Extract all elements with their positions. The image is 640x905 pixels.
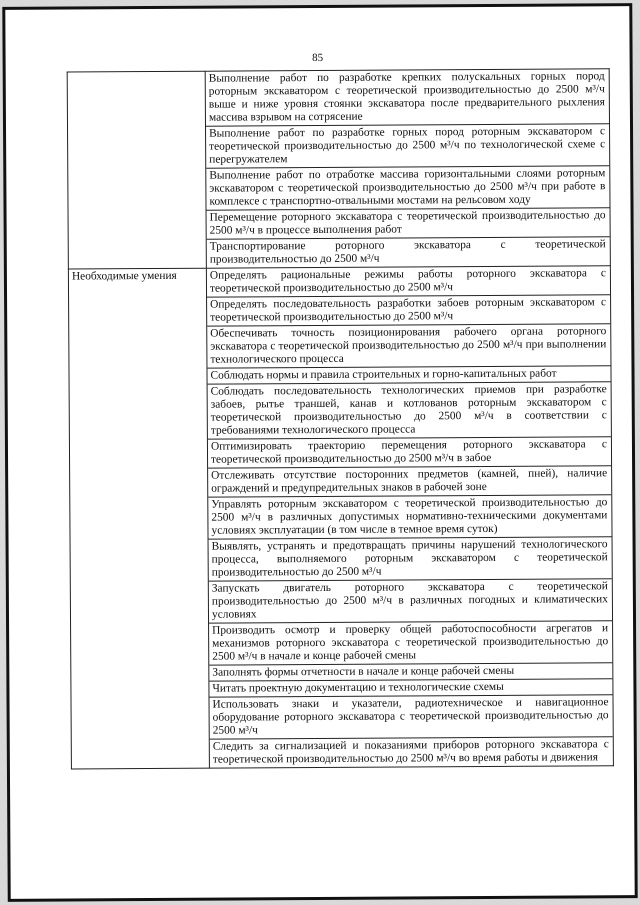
row-label-cell — [68, 268, 209, 769]
list-item: Выполнение работ по разработке горных пород роторным экскаватором с теоретической производительностью до 2500 м³/ч по технологической схеме с перегружателем — [206, 123, 609, 167]
list-item: Обеспечивать точность позиционирования рабочего органа роторного экскаватора с теоретической производительностью до 2500 м³/ч при выполнении технологического процесса — [207, 323, 610, 367]
list-item: Соблюдать последовательность технологических приемов при разработке забоев, рытье траншей, канав и котлованов роторным экскаватором с теоретической производительностью до 2500 м³/ч в соответствии с требованиями технологического процесса — [208, 381, 611, 438]
list-item: Отслеживать отсутствие посторонних предметов (камней, пней), наличие ограждений и предупредительных знаков в рабочей зоне — [208, 465, 611, 496]
list-item: Перемещение роторного экскаватора с теоретической производительностью до 2500 м³/ч в процессе выполнения работ — [207, 207, 610, 238]
list-item: Выполнение работ по отработке массива горизонтальными слоями роторным экскаватором с теоретической производительностью до 2500 м³/ч при работе в комплексе с транспортно-отвальными мостами на рельсовом ходу — [206, 165, 609, 209]
document-page — [2, 3, 637, 902]
list-item: Определять последовательность разработки забоев роторным экскаватором с теоретической производительностью до 2500 м³/ч — [207, 294, 610, 325]
list-item: Соблюдать нормы и правила строительных и горно-капитальных работ — [207, 365, 610, 383]
table-row-labor-actions — [67, 69, 610, 269]
list-item: Выполнение работ по разработке крепких полускальных горных пород роторным экскаватором с теоретической производительностью до 2500 м³/ч выше и ниже уровня стоянки экскаватора после предварительного рыхления массива взрывом на сотрясение — [208, 70, 605, 124]
table-row-required-skills — [68, 266, 613, 769]
list-item: Оптимизировать траекторию перемещения роторного экскаватора с теоретической производительностью до 2500 м³/ч в забое — [208, 436, 611, 467]
row-label: Необходимые умения — [71, 269, 177, 283]
items-cell — [206, 266, 613, 768]
list-item: Заполнять формы отчетности в начале и конце рабочей смены — [209, 662, 612, 680]
row-label — [68, 72, 205, 75]
items-cell — [205, 69, 610, 268]
list-item: Производить осмотр и проверку общей работоспособности агрегатов и механизмов роторного экскаватора с теоретической производительностью до 2500 м³/ч в начале и конце рабочей смены — [209, 620, 612, 664]
competency-table — [67, 68, 614, 769]
list-item: Транспортирование роторного экскаватора с теоретической производительностью до 2500 м³/ч — [207, 236, 610, 267]
list-item: Читать проектную документацию и технологические схемы — [209, 678, 612, 696]
page-number: 85 — [312, 51, 324, 65]
list-item: Использовать знаки и указатели, радиотехническое и навигационное оборудование роторного экскаватора с теоретической производительностью до 2500 м³/ч — [209, 694, 612, 738]
list-item: Запускать двигатель роторного экскаватора с теоретической производительностью до 2500 м³/ч в различных погодных и климатических условиях — [209, 578, 612, 622]
list-item: Следить за сигнализацией и показаниями приборов роторного экскаватора с теоретической производительностью до 2500 м³/ч во время работы и движения — [210, 736, 613, 767]
list-item: Выявлять, устранять и предотвращать причины нарушений технологического процесса, выполняемого роторным экскаватором с теоретической производительностью до 2500 м³/ч — [209, 536, 612, 580]
list-item: Определять рациональные режимы работы роторного экскаватора с теоретической производительностью до 2500 м³/ч — [209, 267, 606, 295]
row-label-cell — [67, 71, 206, 269]
list-item: Управлять роторным экскаватором с теоретической производительностью до 2500 м³/ч в различных допустимых нормативно-техническими документами условиях эксплуатации (в том числе в темное время суток) — [208, 494, 611, 538]
